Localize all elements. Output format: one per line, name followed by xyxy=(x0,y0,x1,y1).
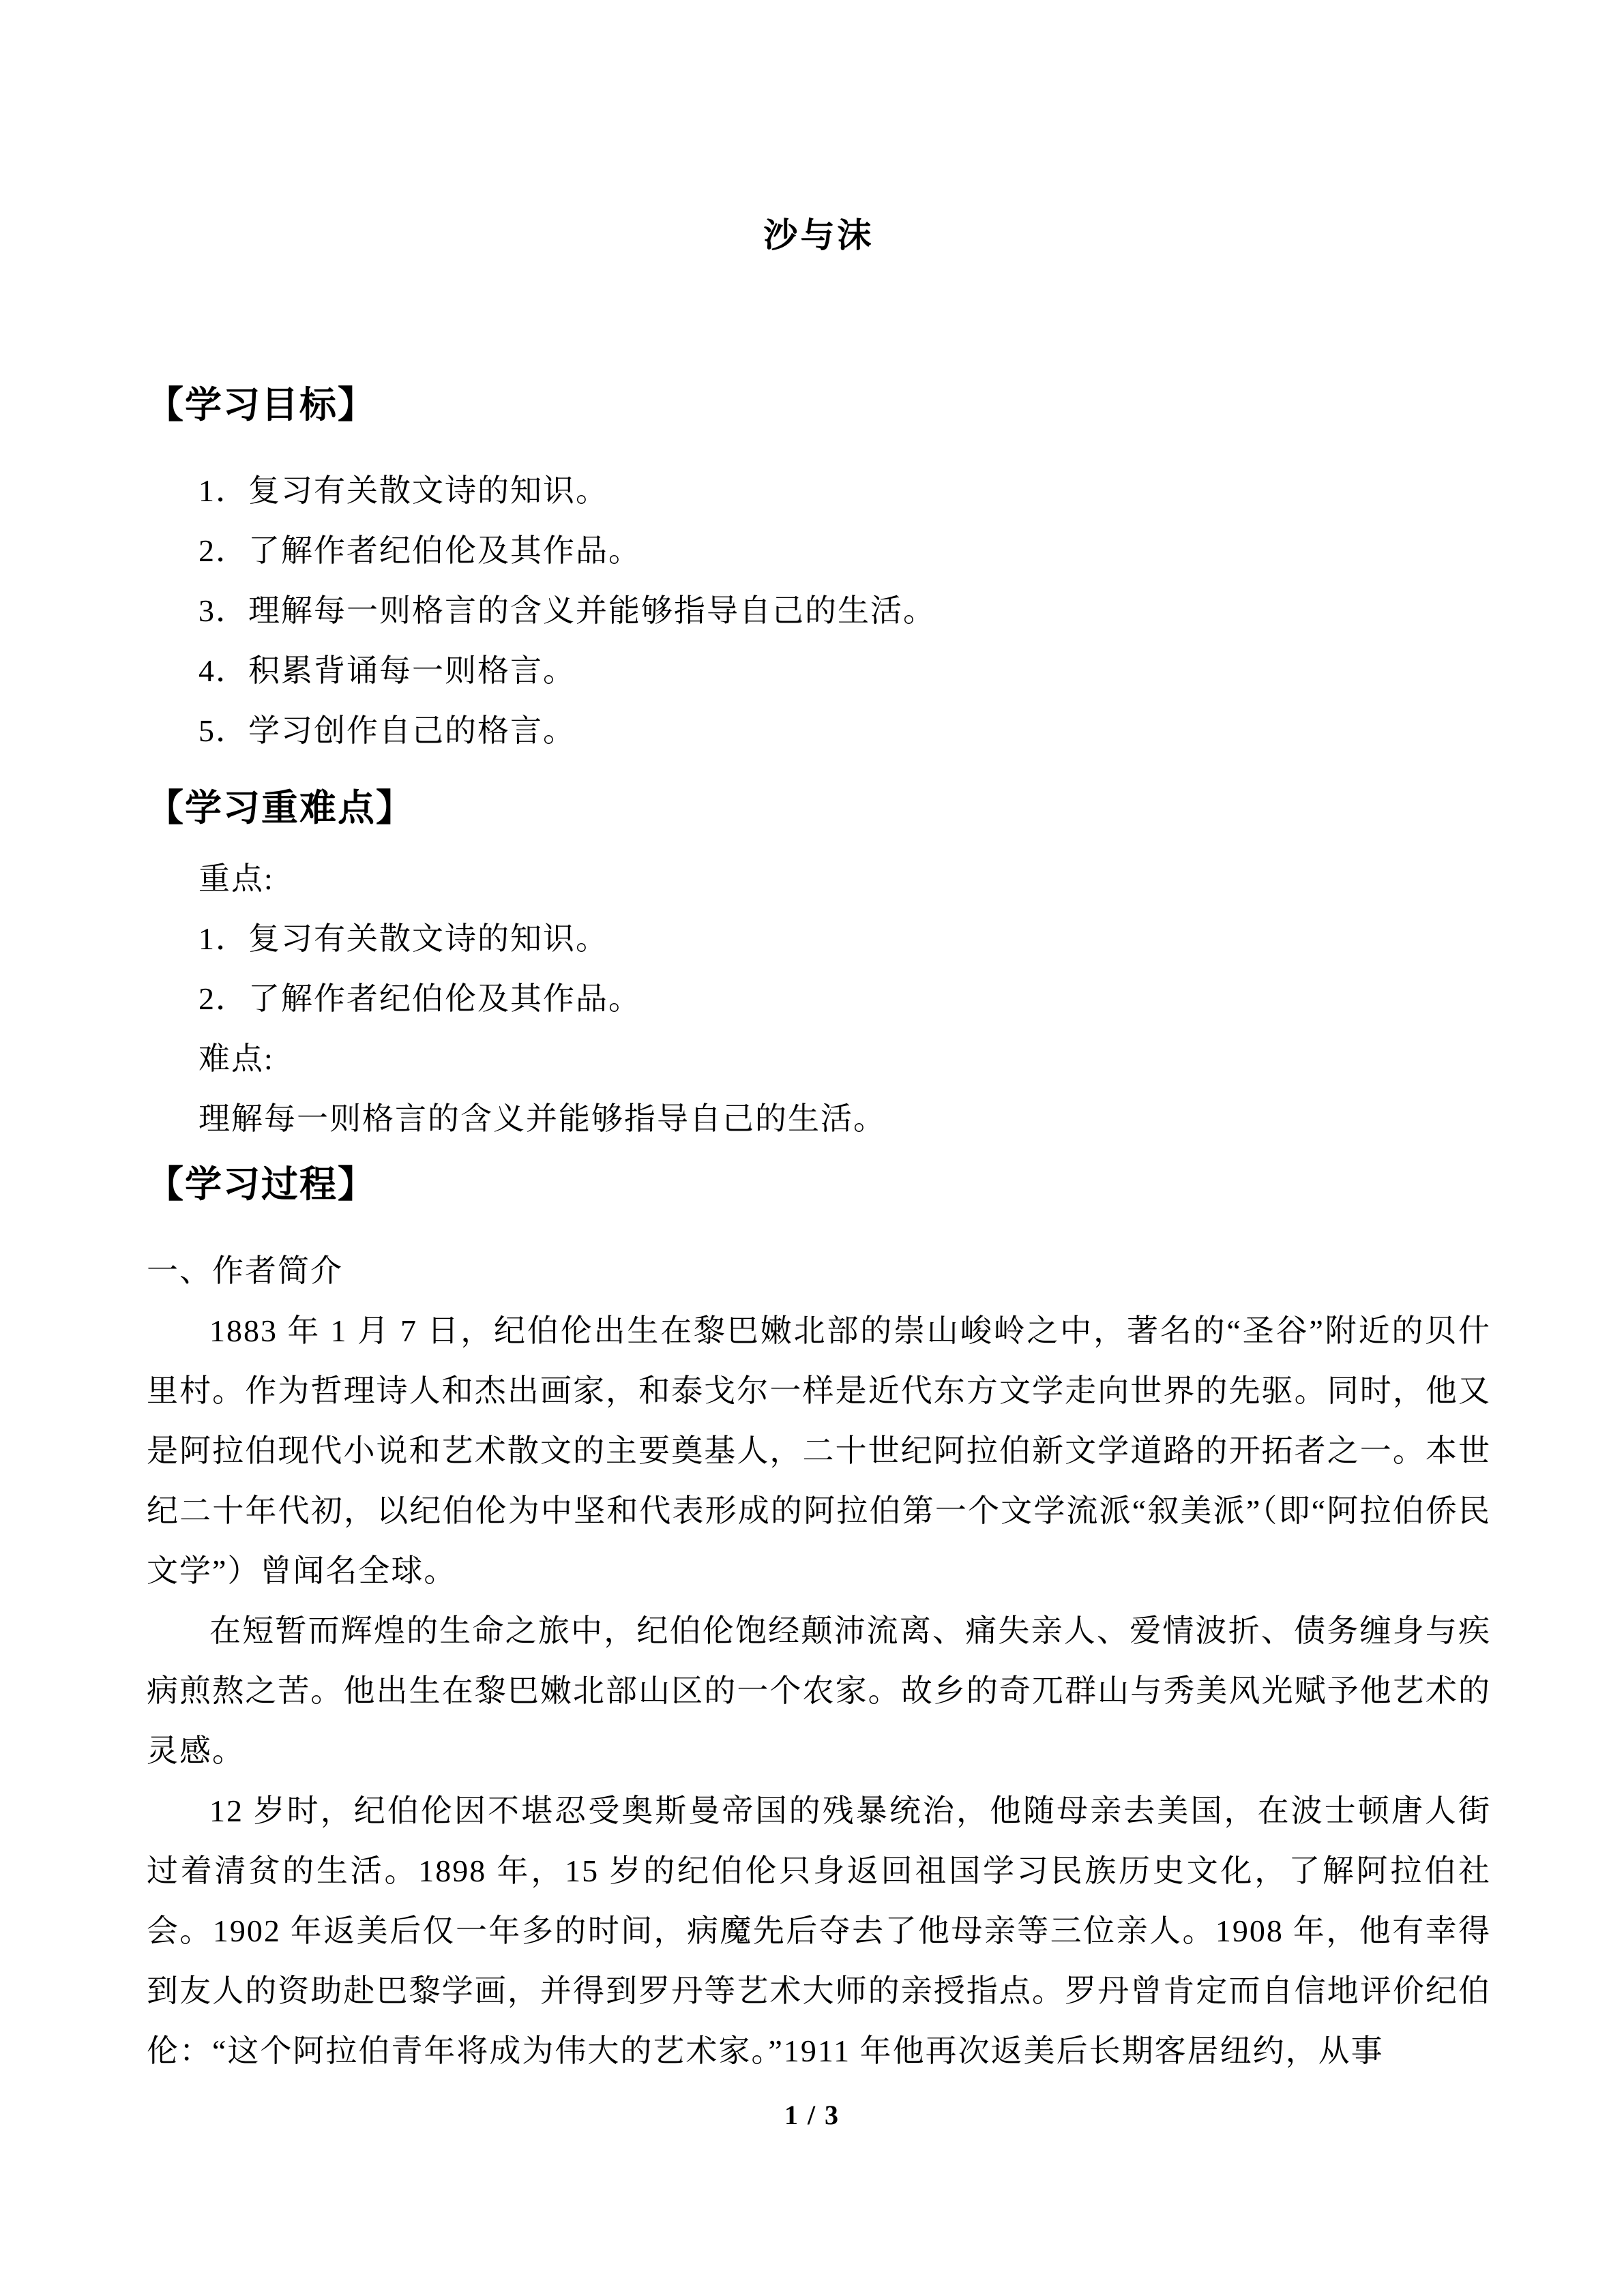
section-learning-objectives xyxy=(147,375,1491,761)
learning-process-heading: 【学习过程】 xyxy=(147,1164,376,1205)
objective-item: 2．了解作者纪伯伦及其作品。 xyxy=(198,533,641,568)
learning-objectives-heading: 【学习目标】 xyxy=(147,385,376,426)
objective-item: 1．复习有关散文诗的知识。 xyxy=(198,473,608,508)
objective-item: 4．积累背诵每一则格言。 xyxy=(198,653,576,688)
difficult-point-item: 理解每一则格言的含义并能够指导自己的生活。 xyxy=(198,1101,886,1136)
key-point-item: 1．复习有关散文诗的知识。 xyxy=(198,921,608,956)
key-point-item: 2．了解作者纪伯伦及其作品。 xyxy=(198,981,641,1016)
section-key-difficult-points xyxy=(147,778,1491,1149)
author-intro-subheading: 一、作者简介 xyxy=(147,1253,343,1288)
paragraph-youth-experience: 12 岁时，纪伯伦因不堪忍受奥斯曼帝国的残暴统治，他随母亲去美国，在波士顿唐人街过着清贫的生活。1898 年，15 岁的纪伯伦只身返回祖国学习民族历史文化，了解阿拉伯社会。1902 年返美后仅一年多的时间，病魔先后夺去了他母亲等三位亲人。1908 年，他有幸得到友人的资助赴巴黎学画，并得到罗丹等艺术大师的亲授指点。罗丹曾肯定而自信地评价纪伯伦：“这个阿拉伯青年将成为伟大的艺术家。”1911 年他再次返美后长期客居纽约，从事 xyxy=(147,1793,1491,2068)
paragraph-life-journey: 在短暂而辉煌的生命之旅中，纪伯伦饱经颠沛流离、痛失亲人、爱情波折、债务缠身与疾病煎熬之苦。他出生在黎巴嫩北部山区的一个农家。故乡的奇兀群山与秀美风光赋予他艺术的灵感。 xyxy=(147,1613,1491,1768)
key-points-label: 重点: xyxy=(198,861,274,896)
document-title: 沙与沫 xyxy=(763,216,874,254)
objective-item: 5．学习创作自己的格言。 xyxy=(198,713,576,748)
paragraph-author-birth: 1883 年 1 月 7 日，纪伯伦出生在黎巴嫩北部的崇山峻岭之中，著名的“圣谷”附近的贝什里村。作为哲理诗人和杰出画家，和泰戈尔一样是近代东方文学走向世界的先驱。同时，他又是阿拉伯现代小说和艺术散文的主要奠基人，二十世纪阿拉伯新文学道路的开拓者之一。本世纪二十年代初，以纪伯伦为中坚和代表形成的阿拉伯第一个文学流派“叙美派”（即“阿拉伯侨民文学”）曾闻名全球。 xyxy=(147,1313,1491,1588)
section-learning-process xyxy=(147,1154,1491,2081)
key-difficult-points-heading: 【学习重难点】 xyxy=(147,788,414,829)
difficult-points-label: 难点: xyxy=(198,1041,274,1076)
objective-item: 3．理解每一则格言的含义并能够指导自己的生活。 xyxy=(198,593,936,628)
page-number: 1 / 3 xyxy=(784,2100,840,2130)
